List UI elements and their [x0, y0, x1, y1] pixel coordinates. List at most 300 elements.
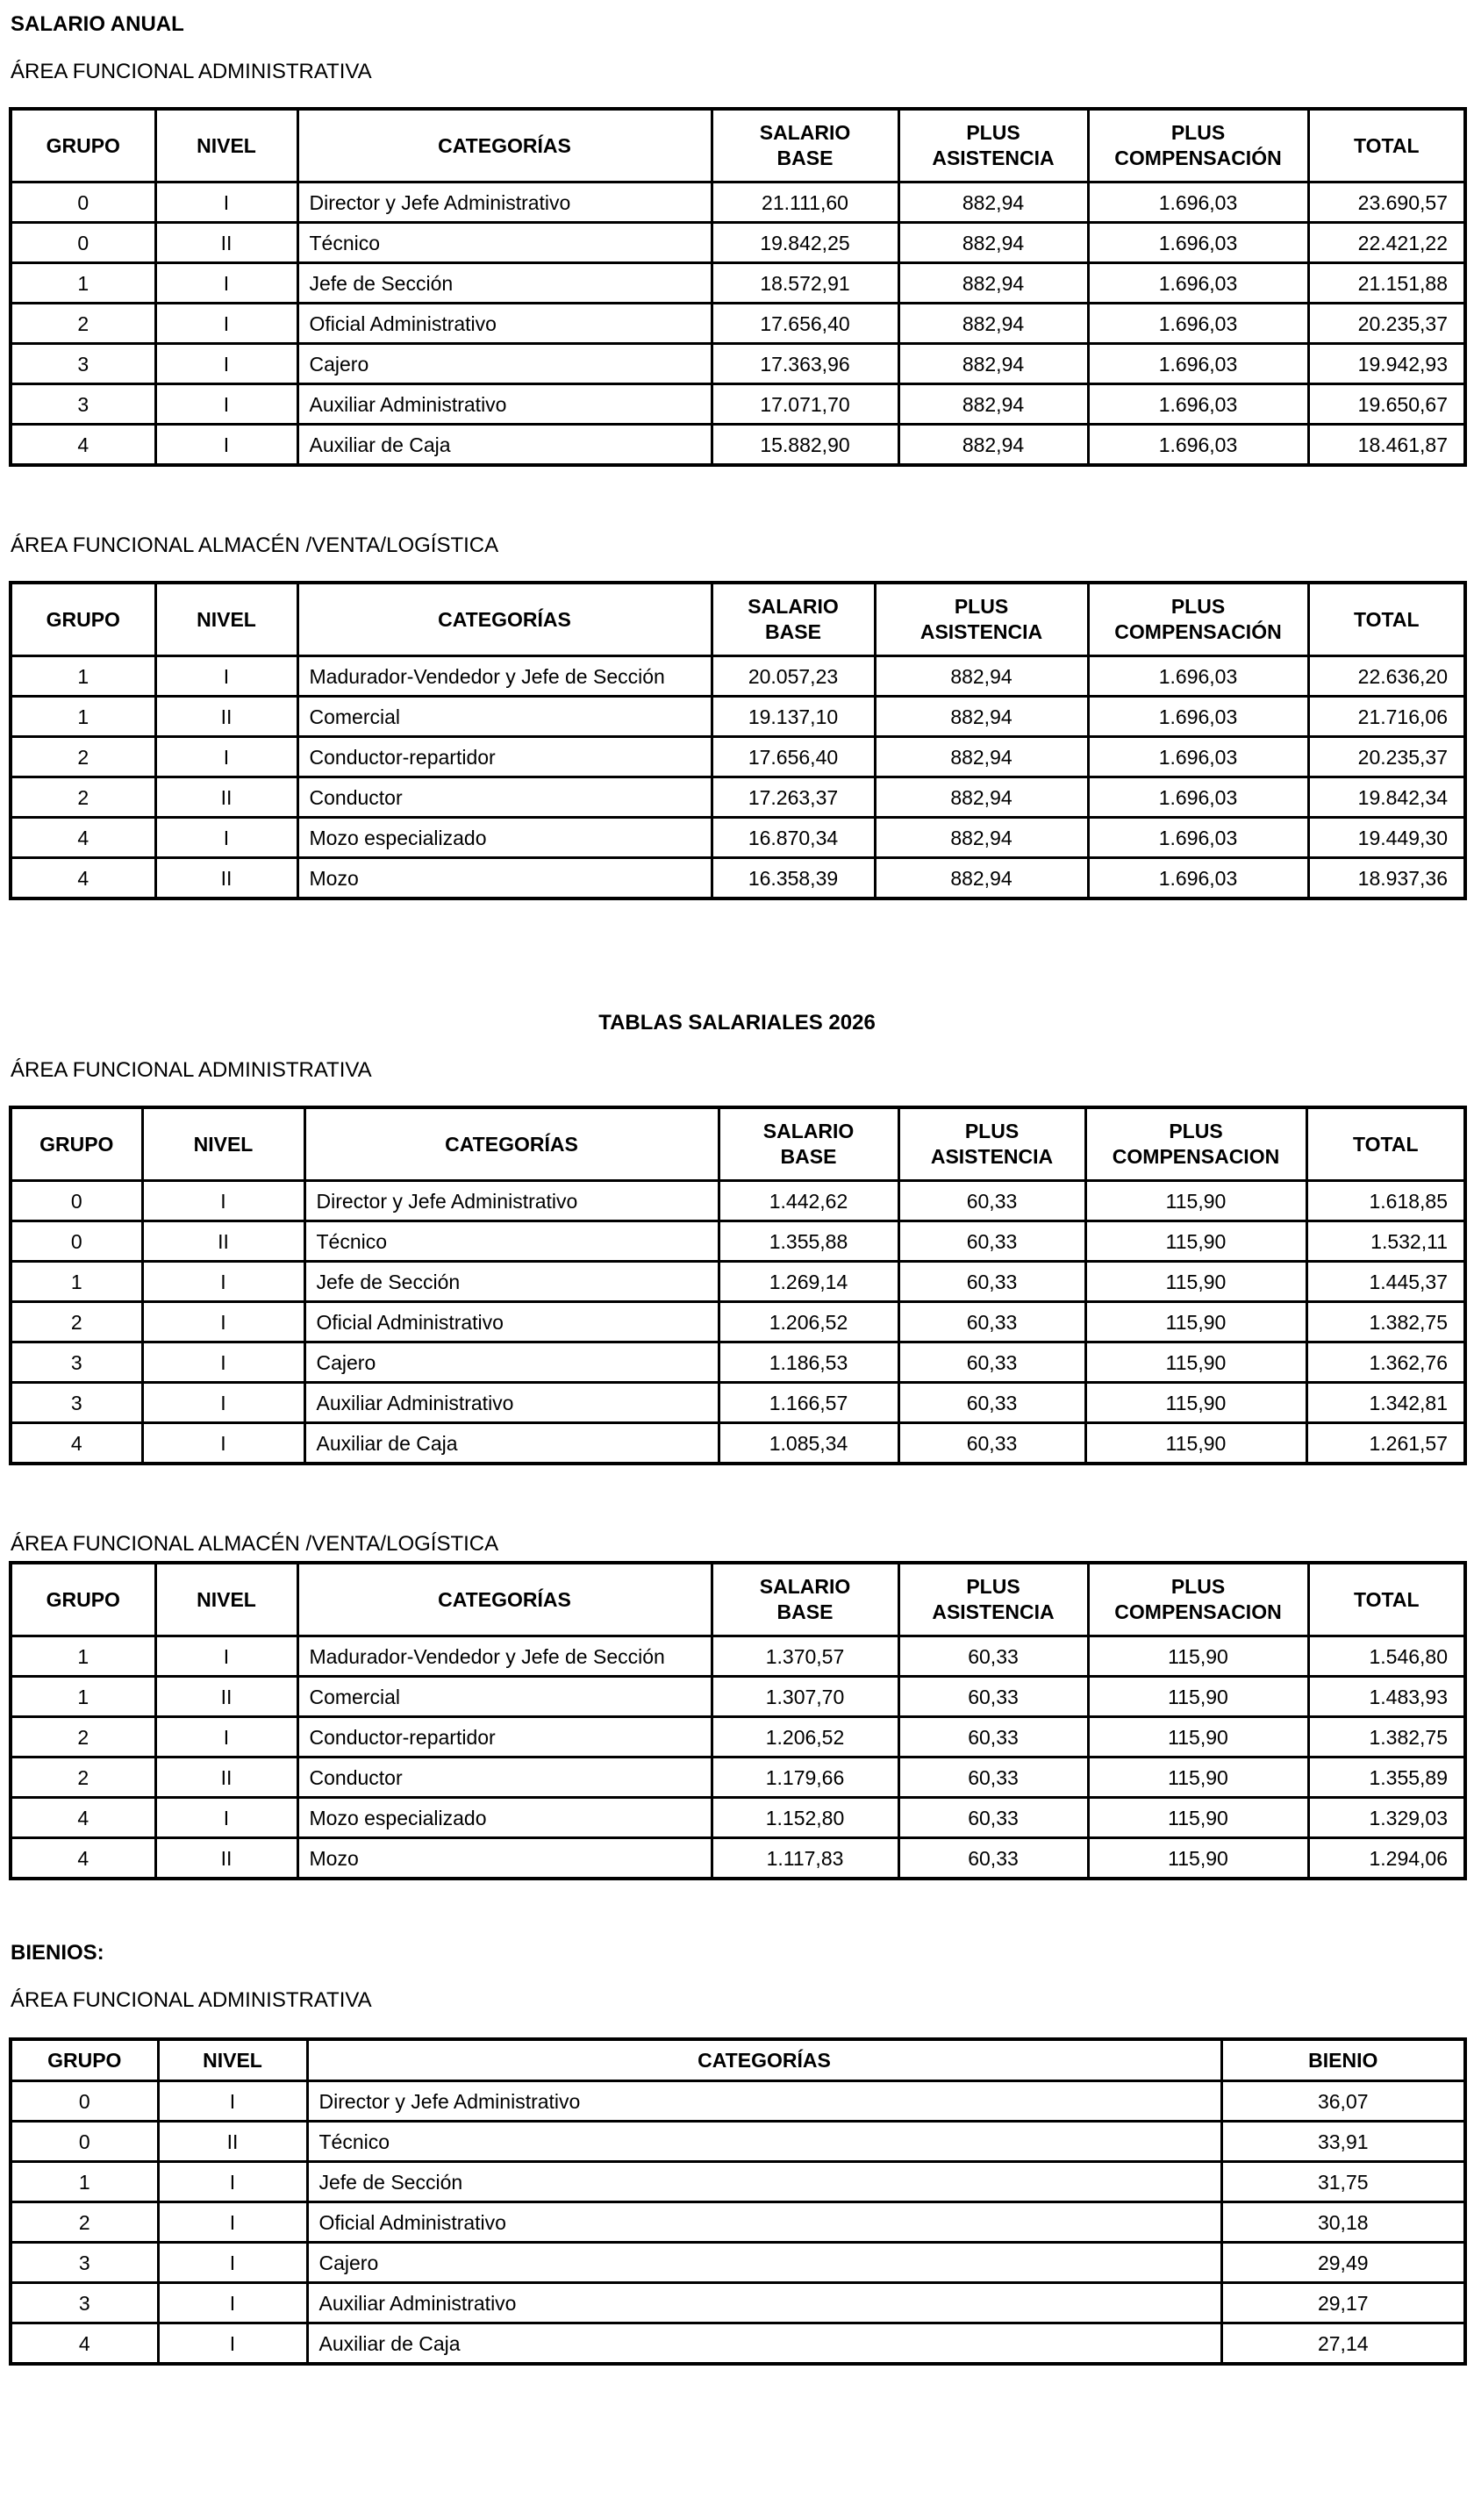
cell-plus-asistencia: 882,94 [898, 223, 1088, 263]
table-header-row [11, 109, 1465, 183]
col-header-total: TOTAL [1306, 1107, 1465, 1181]
cell-plus-asistencia: 60,33 [898, 1677, 1088, 1717]
cell-total: 1.618,85 [1306, 1181, 1465, 1221]
cell-categoria: Auxiliar de Caja [297, 425, 712, 466]
cell-total: 1.261,57 [1306, 1423, 1465, 1464]
cell-plus-compensacion: 115,90 [1088, 1636, 1308, 1677]
cell-plus-asistencia: 60,33 [898, 1221, 1085, 1262]
cell-categoria: Mozo especializado [297, 818, 712, 858]
cell-categoria: Conductor [297, 1758, 712, 1798]
table-row [11, 1677, 1465, 1717]
table-row [11, 1758, 1465, 1798]
table-row [11, 656, 1465, 697]
section-title-bienios: BIENIOS: [11, 1941, 104, 1965]
cell-categoria: Técnico [307, 2122, 1221, 2162]
col-header-plus-compensacion [1085, 1107, 1306, 1181]
cell-total: 1.362,76 [1306, 1342, 1465, 1383]
table-row [11, 1423, 1465, 1464]
cell-categoria: Jefe de Sección [307, 2162, 1221, 2202]
col-header-total: TOTAL [1308, 109, 1465, 183]
cell-nivel: I [155, 425, 297, 466]
table-header-row [11, 1563, 1465, 1636]
cell-grupo: 1 [11, 1677, 155, 1717]
cell-salario-base: 18.572,91 [712, 263, 898, 304]
col-header-plus-asistencia [898, 1563, 1088, 1636]
cell-plus-compensacion: 1.696,03 [1088, 697, 1308, 737]
cell-grupo: 1 [11, 263, 155, 304]
cell-nivel: II [155, 777, 297, 818]
cell-plus-compensacion: 1.696,03 [1088, 344, 1308, 384]
cell-grupo: 4 [11, 818, 155, 858]
table-row [11, 858, 1465, 899]
header-line: BASE [776, 1600, 834, 1623]
table-row [11, 1798, 1465, 1838]
cell-plus-asistencia: 60,33 [898, 1717, 1088, 1758]
cell-nivel: I [142, 1302, 304, 1342]
cell-grupo: 1 [11, 1262, 142, 1302]
cell-bienio: 27,14 [1221, 2323, 1465, 2365]
cell-categoria: Director y Jefe Administrativo [304, 1181, 719, 1221]
cell-total: 20.235,37 [1308, 304, 1465, 344]
cell-plus-compensacion: 1.696,03 [1088, 223, 1308, 263]
table-row [11, 1302, 1465, 1342]
cell-total: 22.421,22 [1308, 223, 1465, 263]
cell-total: 20.235,37 [1308, 737, 1465, 777]
cell-plus-compensacion: 1.696,03 [1088, 304, 1308, 344]
cell-grupo: 4 [11, 1423, 142, 1464]
table-row [11, 697, 1465, 737]
col-header-grupo: GRUPO [11, 1107, 142, 1181]
cell-nivel: I [155, 263, 297, 304]
header-line: SALARIO [759, 1575, 851, 1598]
col-header-salario-base [712, 1563, 898, 1636]
cell-grupo: 3 [11, 2283, 158, 2323]
table-row [11, 223, 1465, 263]
cell-grupo: 0 [11, 223, 155, 263]
cell-plus-asistencia: 60,33 [898, 1758, 1088, 1798]
section-title-salario-anual: SALARIO ANUAL [11, 12, 184, 36]
section-title-tablas-2026: TABLAS SALARIALES 2026 [598, 1011, 876, 1034]
cell-nivel: I [142, 1262, 304, 1302]
cell-salario-base: 1.166,57 [719, 1383, 898, 1423]
cell-plus-compensacion: 115,90 [1085, 1181, 1306, 1221]
cell-nivel: I [158, 2202, 307, 2243]
cell-nivel: II [155, 697, 297, 737]
cell-salario-base: 15.882,90 [712, 425, 898, 466]
cell-categoria: Mozo [297, 858, 712, 899]
cell-plus-asistencia: 882,94 [875, 777, 1088, 818]
header-line: PLUS [1170, 121, 1226, 144]
area-label-almacen-2026: ÁREA FUNCIONAL ALMACÉN /VENTA/LOGÍSTICA [11, 1532, 499, 1556]
cell-total: 19.449,30 [1308, 818, 1465, 858]
header-line: SALARIO [759, 121, 851, 144]
cell-nivel: II [155, 1758, 297, 1798]
cell-nivel: I [155, 1798, 297, 1838]
cell-categoria: Jefe de Sección [297, 263, 712, 304]
cell-nivel: I [142, 1181, 304, 1221]
cell-categoria: Auxiliar Administrativo [297, 384, 712, 425]
table-row [11, 1838, 1465, 1879]
cell-bienio: 36,07 [1221, 2081, 1465, 2122]
cell-plus-asistencia: 882,94 [898, 263, 1088, 304]
cell-categoria: Oficial Administrativo [307, 2202, 1221, 2243]
header-line: SALARIO [762, 1120, 855, 1142]
col-header-categorias: CATEGORÍAS [297, 1563, 712, 1636]
bienios-table [9, 2037, 1467, 2366]
table-row [11, 818, 1465, 858]
cell-categoria: Director y Jefe Administrativo [307, 2081, 1221, 2122]
table-row [11, 777, 1465, 818]
cell-plus-compensacion: 1.696,03 [1088, 656, 1308, 697]
cell-nivel: I [155, 304, 297, 344]
cell-plus-asistencia: 60,33 [898, 1636, 1088, 1677]
cell-nivel: II [155, 858, 297, 899]
cell-grupo: 0 [11, 2122, 158, 2162]
cell-categoria: Técnico [304, 1221, 719, 1262]
cell-nivel: I [158, 2162, 307, 2202]
table-row [11, 2283, 1465, 2323]
col-header-plus-asistencia [875, 583, 1088, 656]
cell-grupo: 2 [11, 2202, 158, 2243]
cell-salario-base: 17.071,70 [712, 384, 898, 425]
cell-total: 1.382,75 [1306, 1302, 1465, 1342]
cell-categoria: Mozo [297, 1838, 712, 1879]
cell-grupo: 4 [11, 425, 155, 466]
col-header-plus-compensacion [1088, 109, 1308, 183]
cell-total: 19.942,93 [1308, 344, 1465, 384]
table-row [11, 1383, 1465, 1423]
cell-categoria: Jefe de Sección [304, 1262, 719, 1302]
cell-plus-compensacion: 115,90 [1085, 1383, 1306, 1423]
cell-plus-asistencia: 882,94 [898, 183, 1088, 223]
cell-categoria: Oficial Administrativo [304, 1302, 719, 1342]
cell-total: 21.151,88 [1308, 263, 1465, 304]
cell-plus-compensacion: 115,90 [1088, 1677, 1308, 1717]
col-header-plus-compensacion [1088, 583, 1308, 656]
table-row [11, 344, 1465, 384]
cell-plus-compensacion: 1.696,03 [1088, 425, 1308, 466]
header-line: ASISTENCIA [932, 147, 1055, 169]
cell-salario-base: 16.870,34 [712, 818, 875, 858]
cell-salario-base: 20.057,23 [712, 656, 875, 697]
cell-total: 22.636,20 [1308, 656, 1465, 697]
col-header-categorias: CATEGORÍAS [297, 583, 712, 656]
cell-grupo: 4 [11, 1798, 155, 1838]
table-row [11, 2323, 1465, 2365]
cell-categoria: Comercial [297, 1677, 712, 1717]
table-header-row [11, 1107, 1465, 1181]
header-line: PLUS [1170, 1575, 1226, 1598]
cell-plus-asistencia: 882,94 [875, 737, 1088, 777]
area-label-administrativa-bienios: ÁREA FUNCIONAL ADMINISTRATIVA [11, 1988, 372, 2012]
col-header-categorias: CATEGORÍAS [307, 2039, 1221, 2081]
cell-grupo: 2 [11, 304, 155, 344]
cell-nivel: I [155, 183, 297, 223]
cell-salario-base: 1.085,34 [719, 1423, 898, 1464]
cell-total: 18.937,36 [1308, 858, 1465, 899]
cell-grupo: 3 [11, 2243, 158, 2283]
cell-nivel: II [155, 1677, 297, 1717]
cell-plus-compensacion: 115,90 [1085, 1423, 1306, 1464]
cell-plus-compensacion: 1.696,03 [1088, 858, 1308, 899]
col-header-nivel: NIVEL [155, 583, 297, 656]
cell-plus-asistencia: 882,94 [898, 425, 1088, 466]
col-header-grupo: GRUPO [11, 1563, 155, 1636]
cell-grupo: 1 [11, 656, 155, 697]
cell-grupo: 0 [11, 1181, 142, 1221]
cell-salario-base: 1.269,14 [719, 1262, 898, 1302]
cell-plus-asistencia: 882,94 [898, 304, 1088, 344]
cell-grupo: 0 [11, 183, 155, 223]
cell-nivel: I [155, 384, 297, 425]
cell-nivel: I [158, 2081, 307, 2122]
table-header-row [11, 2039, 1465, 2081]
table-row [11, 1221, 1465, 1262]
table-row [11, 304, 1465, 344]
cell-plus-asistencia: 60,33 [898, 1383, 1085, 1423]
cell-nivel: I [158, 2243, 307, 2283]
cell-categoria: Madurador-Vendedor y Jefe de Sección [297, 656, 712, 697]
header-line: PLUS [1170, 595, 1226, 618]
cell-salario-base: 16.358,39 [712, 858, 875, 899]
col-header-total: TOTAL [1308, 583, 1465, 656]
cell-categoria: Director y Jefe Administrativo [297, 183, 712, 223]
cell-nivel: I [155, 1636, 297, 1677]
cell-plus-asistencia: 882,94 [875, 656, 1088, 697]
cell-nivel: I [142, 1342, 304, 1383]
table-row [11, 1636, 1465, 1677]
cell-total: 21.716,06 [1308, 697, 1465, 737]
table-header-row [11, 583, 1465, 656]
cell-nivel: II [155, 1838, 297, 1879]
table-row [11, 384, 1465, 425]
cell-grupo: 4 [11, 858, 155, 899]
cell-grupo: 2 [11, 1717, 155, 1758]
header-line: COMPENSACIÓN [1114, 620, 1282, 643]
header-line: COMPENSACIÓN [1114, 147, 1282, 169]
cell-total: 1.342,81 [1306, 1383, 1465, 1423]
cell-total: 1.329,03 [1308, 1798, 1465, 1838]
salary-table-annual-admin [9, 107, 1467, 467]
cell-plus-asistencia: 60,33 [898, 1302, 1085, 1342]
col-header-total: TOTAL [1308, 1563, 1465, 1636]
cell-grupo: 3 [11, 344, 155, 384]
cell-salario-base: 21.111,60 [712, 183, 898, 223]
cell-categoria: Auxiliar Administrativo [307, 2283, 1221, 2323]
col-header-bienio: BIENIO [1221, 2039, 1465, 2081]
cell-categoria: Conductor-repartidor [297, 1717, 712, 1758]
header-line: BASE [780, 1145, 837, 1168]
col-header-grupo: GRUPO [11, 2039, 158, 2081]
cell-salario-base: 1.152,80 [712, 1798, 898, 1838]
cell-grupo: 1 [11, 2162, 158, 2202]
cell-plus-compensacion: 1.696,03 [1088, 737, 1308, 777]
cell-nivel: I [155, 1717, 297, 1758]
cell-grupo: 3 [11, 384, 155, 425]
cell-total: 1.355,89 [1308, 1758, 1465, 1798]
area-label-almacen: ÁREA FUNCIONAL ALMACÉN /VENTA/LOGÍSTICA [11, 533, 499, 557]
cell-salario-base: 17.656,40 [712, 737, 875, 777]
cell-categoria: Cajero [297, 344, 712, 384]
cell-plus-compensacion: 115,90 [1085, 1302, 1306, 1342]
cell-grupo: 0 [11, 2081, 158, 2122]
cell-categoria: Madurador-Vendedor y Jefe de Sección [297, 1636, 712, 1677]
header-line: ASISTENCIA [930, 1145, 1054, 1168]
area-label-administrativa-2026: ÁREA FUNCIONAL ADMINISTRATIVA [11, 1058, 372, 1082]
cell-plus-asistencia: 60,33 [898, 1423, 1085, 1464]
cell-plus-compensacion: 1.696,03 [1088, 777, 1308, 818]
cell-categoria: Técnico [297, 223, 712, 263]
cell-nivel: I [142, 1383, 304, 1423]
cell-total: 1.532,11 [1306, 1221, 1465, 1262]
cell-nivel: I [155, 737, 297, 777]
cell-total: 19.842,34 [1308, 777, 1465, 818]
table-row [11, 2162, 1465, 2202]
salary-table-2026-admin [9, 1106, 1467, 1465]
cell-categoria: Comercial [297, 697, 712, 737]
table-row [11, 263, 1465, 304]
col-header-nivel: NIVEL [155, 1563, 297, 1636]
cell-bienio: 33,91 [1221, 2122, 1465, 2162]
cell-nivel: II [158, 2122, 307, 2162]
cell-nivel: I [155, 656, 297, 697]
cell-categoria: Cajero [307, 2243, 1221, 2283]
cell-categoria: Auxiliar Administrativo [304, 1383, 719, 1423]
cell-categoria: Conductor [297, 777, 712, 818]
table-row [11, 2202, 1465, 2243]
cell-total: 23.690,57 [1308, 183, 1465, 223]
cell-plus-asistencia: 60,33 [898, 1838, 1088, 1879]
cell-plus-compensacion: 115,90 [1088, 1798, 1308, 1838]
cell-salario-base: 1.206,52 [712, 1717, 898, 1758]
cell-salario-base: 17.263,37 [712, 777, 875, 818]
table-row [11, 425, 1465, 466]
cell-nivel: I [142, 1423, 304, 1464]
cell-salario-base: 1.370,57 [712, 1636, 898, 1677]
cell-salario-base: 1.117,83 [712, 1838, 898, 1879]
salary-table-2026-almacen [9, 1561, 1467, 1880]
cell-salario-base: 1.355,88 [719, 1221, 898, 1262]
cell-plus-compensacion: 115,90 [1085, 1221, 1306, 1262]
table-row [11, 1717, 1465, 1758]
cell-nivel: I [155, 344, 297, 384]
area-label-administrativa: ÁREA FUNCIONAL ADMINISTRATIVA [11, 60, 372, 83]
cell-grupo: 4 [11, 1838, 155, 1879]
table-row [11, 1181, 1465, 1221]
cell-total: 1.294,06 [1308, 1838, 1465, 1879]
cell-grupo: 2 [11, 1302, 142, 1342]
cell-plus-asistencia: 60,33 [898, 1181, 1085, 1221]
cell-salario-base: 1.179,66 [712, 1758, 898, 1798]
header-line: COMPENSACION [1114, 1600, 1282, 1623]
cell-bienio: 29,17 [1221, 2283, 1465, 2323]
table-row [11, 2122, 1465, 2162]
cell-plus-asistencia: 60,33 [898, 1262, 1085, 1302]
header-line: PLUS [1169, 1120, 1223, 1142]
cell-plus-compensacion: 1.696,03 [1088, 818, 1308, 858]
cell-plus-asistencia: 60,33 [898, 1342, 1085, 1383]
cell-salario-base: 1.442,62 [719, 1181, 898, 1221]
cell-plus-compensacion: 1.696,03 [1088, 384, 1308, 425]
cell-grupo: 3 [11, 1342, 142, 1383]
cell-total: 1.445,37 [1306, 1262, 1465, 1302]
cell-categoria: Auxiliar de Caja [304, 1423, 719, 1464]
cell-nivel: II [155, 223, 297, 263]
cell-grupo: 1 [11, 1636, 155, 1677]
col-header-nivel: NIVEL [155, 109, 297, 183]
col-header-salario-base [712, 109, 898, 183]
cell-plus-asistencia: 882,94 [898, 344, 1088, 384]
col-header-plus-asistencia [898, 1107, 1085, 1181]
cell-total: 1.382,75 [1308, 1717, 1465, 1758]
cell-grupo: 4 [11, 2323, 158, 2365]
table-row [11, 1342, 1465, 1383]
col-header-salario-base [712, 583, 875, 656]
cell-plus-asistencia: 882,94 [875, 697, 1088, 737]
header-line: PLUS [964, 1120, 1020, 1142]
header-line: PLUS [966, 121, 1020, 144]
cell-total: 1.483,93 [1308, 1677, 1465, 1717]
cell-nivel: II [142, 1221, 304, 1262]
cell-salario-base: 1.206,52 [719, 1302, 898, 1342]
salary-table-annual-almacen [9, 581, 1467, 900]
header-line: SALARIO [748, 595, 839, 618]
header-line: ASISTENCIA [932, 1600, 1055, 1623]
col-header-salario-base [719, 1107, 898, 1181]
cell-salario-base: 1.307,70 [712, 1677, 898, 1717]
cell-salario-base: 1.186,53 [719, 1342, 898, 1383]
cell-grupo: 3 [11, 1383, 142, 1423]
table-row [11, 737, 1465, 777]
header-line: BASE [765, 620, 821, 643]
cell-salario-base: 17.363,96 [712, 344, 898, 384]
header-line: BASE [776, 147, 834, 169]
cell-categoria: Oficial Administrativo [297, 304, 712, 344]
cell-categoria: Mozo especializado [297, 1798, 712, 1838]
header-line: COMPENSACION [1112, 1145, 1280, 1168]
cell-salario-base: 19.842,25 [712, 223, 898, 263]
cell-grupo: 2 [11, 1758, 155, 1798]
header-line: PLUS [954, 595, 1009, 618]
table-row [11, 2081, 1465, 2122]
cell-plus-compensacion: 115,90 [1088, 1717, 1308, 1758]
table-row [11, 183, 1465, 223]
cell-bienio: 31,75 [1221, 2162, 1465, 2202]
cell-salario-base: 17.656,40 [712, 304, 898, 344]
cell-plus-asistencia: 882,94 [875, 818, 1088, 858]
cell-nivel: I [158, 2283, 307, 2323]
col-header-nivel: NIVEL [142, 1107, 304, 1181]
cell-nivel: I [158, 2323, 307, 2365]
cell-plus-compensacion: 1.696,03 [1088, 263, 1308, 304]
table-row [11, 1262, 1465, 1302]
cell-plus-compensacion: 1.696,03 [1088, 183, 1308, 223]
cell-categoria: Cajero [304, 1342, 719, 1383]
cell-plus-compensacion: 115,90 [1088, 1838, 1308, 1879]
header-line: PLUS [966, 1575, 1020, 1598]
cell-plus-compensacion: 115,90 [1085, 1342, 1306, 1383]
cell-bienio: 30,18 [1221, 2202, 1465, 2243]
col-header-grupo: GRUPO [11, 109, 155, 183]
cell-plus-asistencia: 60,33 [898, 1798, 1088, 1838]
cell-grupo: 2 [11, 777, 155, 818]
col-header-plus-compensacion [1088, 1563, 1308, 1636]
cell-plus-asistencia: 882,94 [875, 858, 1088, 899]
col-header-grupo: GRUPO [11, 583, 155, 656]
cell-nivel: I [155, 818, 297, 858]
cell-total: 1.546,80 [1308, 1636, 1465, 1677]
table-row [11, 2243, 1465, 2283]
